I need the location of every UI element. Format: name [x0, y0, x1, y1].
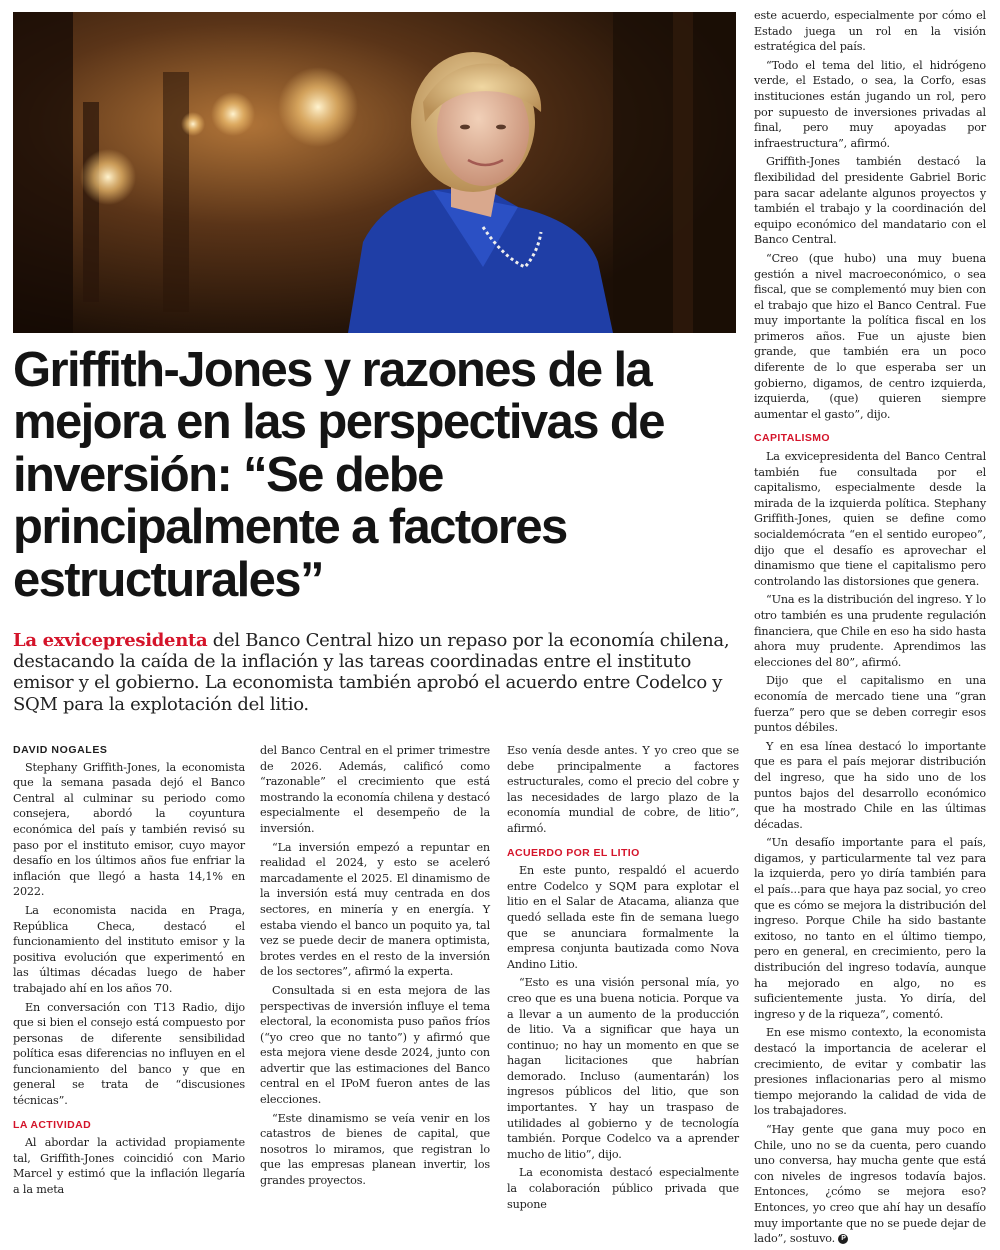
body-paragraph: En conversación con T13 Radio, dijo que si bien el consejo está compuesto por personas de diferente sensibilidad política esas diferencias no influyen en el funcionamiento del banco y que en general se trata de “discusiones técnicas”. — [13, 1000, 245, 1108]
body-paragraph: Consultada si en esta mejora de las perspectivas de inversión influye el tema electoral, la economista puso paños fríos (“yo creo que no tanto”) y afirmó que esta mejora viene desde 2024, junto con advertir que las estimaciones del Banco central en el IPoM fueron antes de las elecciones. — [260, 983, 490, 1107]
body-paragraph: La economista destacó especialmente la colaboración público privada que supone — [507, 1166, 739, 1211]
body-paragraph: “Esto es una visión personal mía, yo creo que es una buena noticia. Porque va a llevar a un aumento de la producción de litio. Va a significar que haya un continuo; no hay un momento en que se hagan licitaciones que habrían demorado. Incluso (aumentarán) los ingresos públicos del litio, que son importantes. Y hay un traspaso de utilidades al gobierno y de tecnología también. Porque Codelco va a aprender mucho de litio”, dijo. — [507, 976, 739, 1161]
body-paragraph: Stephany Griffith-Jones, la economista que la semana pasada dejó el Banco Central al culminar su periodo como consejera, abordó la coyuntura económica del país y también revisó su paso por el instituto emisor, cuyo mayor desafío en los últimos años fue enfriar la inflación que llegó a hasta 14,1% en 2022. — [13, 760, 245, 899]
article-photo — [13, 12, 736, 333]
headline: Griffith-Jones y razones de la mejora en las perspectivas de inversión: “Se debe principalmente a factores estructurales” — [13, 343, 664, 607]
lead-paragraph — [13, 630, 741, 715]
closing-quote-text: “Hay gente que gana muy poco en Chile, uno no se da cuenta, pero cuando uno conversa, hay mucha gente que está con niveles de ingresos todavía bajos. Entonces, ¿cómo se mejora eso? Entonces, yo creo que ahí hay un desafío muy importante que no se puede dejar de lado”, sostuvo. — [754, 1122, 986, 1246]
body-paragraph: En ese mismo contexto, la economista destacó la importancia de acelerar el crecimiento, de evitar y combatir las presiones inflacionarias pero al mismo tiempo mejorando la calidad de vida de los trabajadores. — [754, 1026, 986, 1118]
byline: DAVID NOGALES — [13, 744, 108, 756]
body-paragraph: La exvicepresidenta del Banco Central también fue consultada por el capitalismo, especialmente desde la mirada de la izquierda política. Stephany Griffith-Jones, quien se define como socialdemócrata “en el sentido europeo”, dijo que el desafío es aprovechar el dinamismo que tiene el capitalismo pero controlando las distorsiones que genera. — [754, 450, 986, 588]
body-paragraph: Dijo que el capitalismo en una economía de mercado tiene una “gran fuerza” pero que se deben corregir esos puntos débiles. — [754, 674, 986, 735]
lead-kicker: La exvicepresidenta — [13, 630, 208, 651]
body-paragraph: Y en esa línea destacó lo importante que es para el país mejorar distribución del ingreso, que ha sido uno de los puntos bajos del desarrollo económico que ha mostrado Chile en las últimas décadas. — [754, 739, 986, 831]
body-paragraph: Eso venía desde antes. Y yo creo que se debe principalmente a factores estructurales, como el precio del cobre y las necesidades de largo plazo de la economía mundial de cobre, de litio”, afirmó. — [507, 744, 739, 835]
body-paragraph: La economista nacida en Praga, República Checa, destacó el funcionamiento del instituto emisor y la positiva evolución que experimentó en las últimas décadas luego de haber trabajado ahí en los años 70. — [13, 903, 245, 995]
body-paragraph: En este punto, respaldó el acuerdo entre Codelco y SQM para explotar el litio en el Salar de Atacama, alianza que quedó sellada este fin de semana luego que se anunciara formalmente la empresa conjunta bautizada como Nova Andino Litio. — [507, 864, 739, 971]
body-paragraph: Al abordar la actividad propiamente tal, Griffith-Jones coincidió con Mario Marcel y estimó que la inflación llegaría a la meta — [13, 1136, 245, 1197]
subhead-la-actividad: LA ACTIVIDAD — [13, 1118, 92, 1131]
article-column-1 — [13, 743, 245, 1201]
body-paragraph: Griffith-Jones también destacó la flexibilidad del presidente Gabriel Boric para sacar adelante algunos proyectos y también el trabajo y la coordinación del equipo económico del mandatario con el Banco Central. — [754, 155, 986, 247]
body-paragraph: este acuerdo, especialmente por cómo el Estado juega un rol en la visión estratégica del país. — [754, 9, 986, 54]
body-paragraph — [754, 1122, 986, 1247]
subhead-acuerdo-por-el-litio: ACUERDO POR EL LITIO — [507, 846, 640, 859]
body-paragraph: “Un desafío importante para el país, digamos, y particularmente tal vez para la izquierda, pero yo diría también para el país...para que haya paz social, yo creo que es cómo se mejora la distribución del ingreso. Porque Chile ha sido bastante exitoso, no tanto en el último tiempo, pero en general, en crecimiento, pero la distribución del ingreso todavía, aunque ha mejorado en algo, no es suficientemente justa. Yo diría, del ingreso y de la riqueza”, comentó. — [754, 836, 986, 1021]
body-paragraph: “Una es la distribución del ingreso. Y lo otro también es una prudente regulación financiera, que Chile en eso ha sido hasta ahora muy prudente. Aprendimos las elecciones del 80”, afirmó. — [754, 593, 986, 669]
end-of-article-icon: P — [838, 1234, 848, 1244]
article-column-3 — [507, 743, 739, 1215]
body-paragraph: “Este dinamismo se veía venir en los catastros de bienes de capital, que nosotros lo miramos, que registran lo que las empresas planean invertir, los grandes proyectos. — [260, 1111, 490, 1188]
body-paragraph: “La inversión empezó a repuntar en realidad el 2024, y esto se aceleró marcadamente el 2025. El dinamismo de la inversión está muy centrada en dos sectores, en minería y en energía. Y estaba viendo el banco un poquito ya, tal vez se puede decir de manera optimista, brotes verdes en el resto de la inversión de los sectores”, afirmó la experta. — [260, 840, 490, 979]
body-paragraph: “Creo (que hubo) una muy buena gestión a nivel macroeconómico, o sea fiscal, que se complementó muy bien con el trabajo que hizo el Banco Central. Fue muy importante la política fiscal en los primeros años. Fue un ajuste bien grande, que también era un poco diferente de lo que esperaba ser un gobierno, digamos, de centro izquierda, izquierda, (que) quieren siempre aumentar el gasto”, dijo. — [754, 251, 986, 421]
subhead-capitalismo: CAPITALISMO — [754, 432, 830, 445]
article-column-2 — [260, 743, 490, 1192]
lead-text: del Banco Central hizo un repaso por la economía chilena, destacando la caída de la inflación y las tareas coordinadas entre el instituto emisor y el gobierno. La economista también aprobó el acuerdo entre Codelco y SQM para la explotación del litio. — [13, 630, 730, 715]
article-column-4 — [754, 8, 986, 1250]
body-paragraph: “Todo el tema del litio, el hidrógeno verde, el Estado, o sea, la Corfo, esas instituciones están jugando un rol, pero por supuesto de inversiones privadas al final, pero muy apoyadas por infraestructura”, afirmó. — [754, 58, 986, 150]
body-paragraph: del Banco Central en el primer trimestre de 2026. Además, calificó como “razonable” el crecimiento que está mostrando la economía chilena y destacó especialmente el desempeño de la inversión. — [260, 744, 490, 835]
portrait-illustration — [13, 12, 736, 333]
